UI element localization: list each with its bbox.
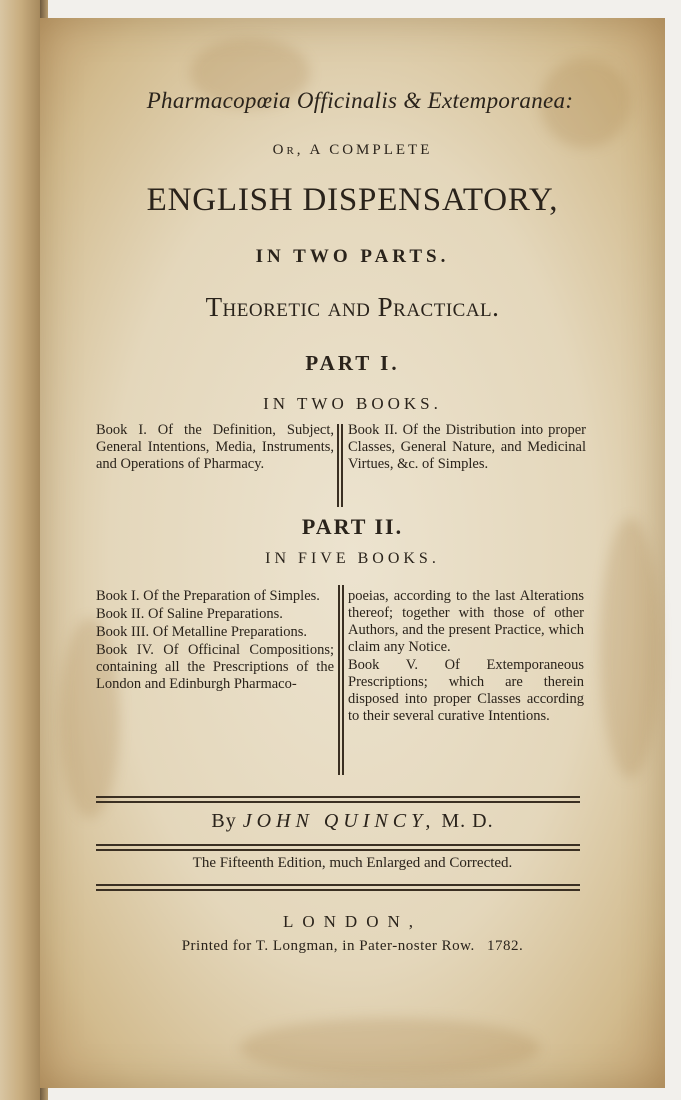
part-one-book-one: Book I. Of the Definition, Subject, General Intentions, Media, Instruments, and Operations of Pharmacy. xyxy=(96,422,334,472)
rule xyxy=(96,889,580,891)
main-title: ENGLISH DISPENSATORY, xyxy=(146,182,559,218)
part-two-book-one: Book I. Of the Preparation of Simples. xyxy=(96,588,320,604)
edition-line: The Fifteenth Edition, much Enlarged and Corrected. xyxy=(192,855,513,871)
part-two-book-three: Book III. Of Metalline Preparations. xyxy=(96,624,308,640)
author-by: By xyxy=(211,810,237,832)
part-two-heading: PART II. xyxy=(301,514,404,539)
part-two-book-five: Book V. Of Extemporaneous Prescriptions; which are therein disposed into proper Classes according to their several curative Intentions. xyxy=(348,657,584,724)
author-degree: M. D. xyxy=(441,810,494,832)
theoretic-practical-line: Theoretic and Practical. xyxy=(205,292,500,322)
rule xyxy=(96,884,580,886)
two-parts-line: IN TWO PARTS. xyxy=(255,246,450,267)
foxing-stain xyxy=(240,1018,540,1078)
rule xyxy=(96,801,580,803)
part-two-left-column xyxy=(96,588,334,693)
author-name: JOHN QUINCY, xyxy=(242,810,436,832)
author-line xyxy=(40,810,665,833)
imprint-year: 1782. xyxy=(487,938,524,954)
rule xyxy=(96,849,580,851)
column-divider xyxy=(341,424,343,507)
part-two-book-four-continued: poeias, according to the last Alterations thereof; together with those of other Authors, and the present Practice, which claim any Notice. xyxy=(348,588,584,655)
part-two-subheading: IN FIVE BOOKS. xyxy=(265,550,440,567)
column-divider xyxy=(337,424,339,507)
imprint-place: LONDON, xyxy=(282,912,423,931)
column-divider xyxy=(342,585,344,775)
latin-title: Pharmacopœia Officinalis & Extemporanea: xyxy=(146,88,574,113)
imprint-printer: Printed for T. Longman, in Pater-noster Row. xyxy=(181,938,475,954)
column-divider xyxy=(338,585,340,775)
part-two-book-four: Book IV. Of Officinal Compositions; containing all the Prescriptions of the London and Edinburgh Pharmaco- xyxy=(96,642,334,692)
rule xyxy=(96,796,580,798)
part-two-book-two: Book II. Of Saline Preparations. xyxy=(96,606,283,622)
subtitle-or: Or, A COMPLETE xyxy=(272,142,433,158)
title-page xyxy=(40,18,665,1088)
part-one-subheading: IN TWO BOOKS. xyxy=(263,394,442,413)
part-two-right-column xyxy=(348,588,584,725)
part-one-book-two: Book II. Of the Distribution into proper Classes, General Nature, and Medicinal Virtues, &c. of Simples. xyxy=(348,422,586,472)
part-one-heading: PART I. xyxy=(305,351,400,375)
imprint-line xyxy=(40,938,665,955)
rule xyxy=(96,844,580,846)
